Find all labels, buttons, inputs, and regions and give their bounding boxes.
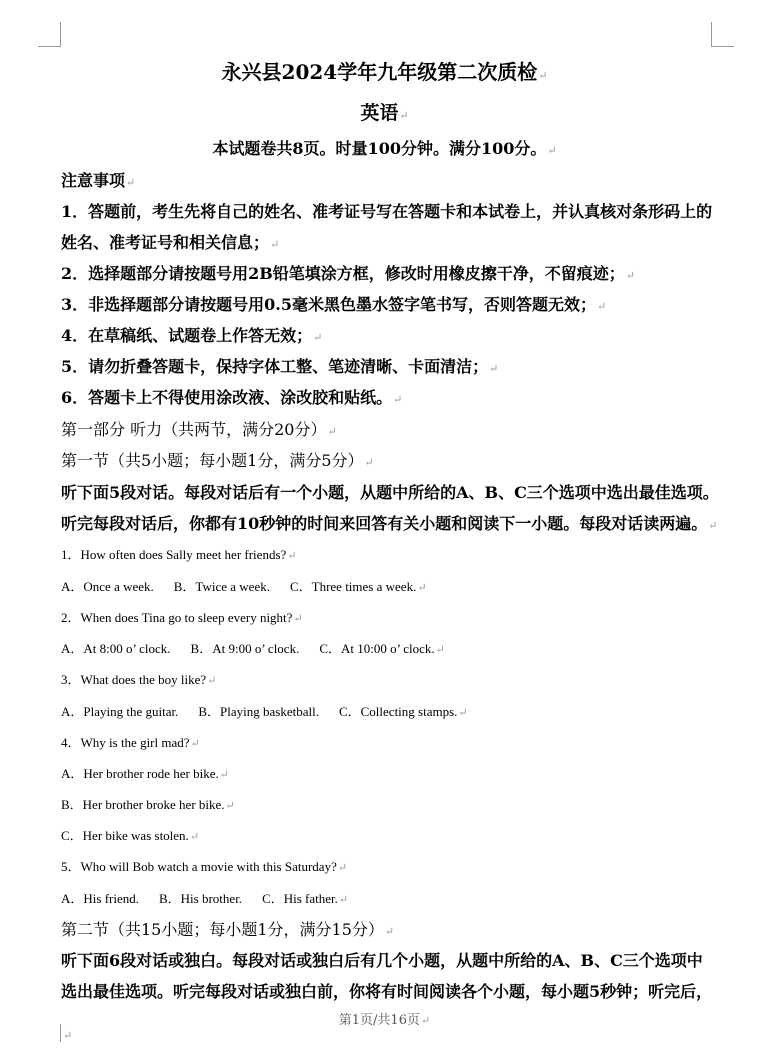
part1-heading: 第一部分 听力（共两节，满分20分）↵ bbox=[61, 420, 337, 439]
option-b: B．Playing basketball. bbox=[198, 704, 319, 719]
options-3: A．Playing the guitar. B．Playing basketball. C．Collecting stamps.↵ bbox=[61, 704, 468, 719]
option-a: A．His friend. bbox=[61, 891, 139, 906]
option-a: A．Playing the guitar. bbox=[61, 704, 179, 719]
option-b: B．At 9:00 o’ clock. bbox=[190, 641, 300, 656]
section1-instruction: 听下面5段对话。每段对话后有一个小题，从题中所给的A、B、C三个选项中选出最佳选项。 bbox=[61, 483, 719, 502]
notice-item: 4．在草稿纸、试题卷上作答无效；↵ bbox=[61, 326, 323, 345]
option-b: B．His brother. bbox=[159, 891, 243, 906]
exam-info: 本试题卷共8页。时量100分钟。满分100分。↵ bbox=[212, 139, 557, 158]
notice-item: 1．答题前，考生先将自己的姓名、准考证号写在答题卡和本试卷上，并认真核对条形码上的 bbox=[61, 202, 713, 221]
crop-mark-top-left bbox=[38, 22, 61, 47]
option-c: C．His father. bbox=[262, 891, 338, 906]
subject-title: 英语↵ bbox=[360, 102, 409, 124]
option-b: B．Her brother broke her bike.↵ bbox=[61, 797, 235, 812]
question-5: 5．Who will Bob watch a movie with this Saturday?↵ bbox=[61, 859, 348, 874]
option-a: A．Once a week. bbox=[61, 579, 154, 594]
section2-instruction: 选出最佳选项。听完每段对话或独白前，你将有时间阅读各个小题，每小题5秒钟；听完后， bbox=[61, 982, 713, 1001]
paragraph-mark: ↵ bbox=[63, 1029, 73, 1042]
notice-heading: 注意事项↵ bbox=[61, 171, 136, 190]
options-1: A．Once a week. B．Twice a week. C．Three times a week.↵ bbox=[61, 579, 427, 594]
exam-title: 永兴县2024学年九年级第二次质检↵ bbox=[221, 60, 548, 84]
notice-item: 5．请勿折叠答题卡，保持字体工整、笔迹清晰、卡面清洁；↵ bbox=[61, 357, 499, 376]
option-c: C．At 10:00 o’ clock. bbox=[319, 641, 435, 656]
options-5: A．His friend. B．His brother. C．His father.↵ bbox=[61, 891, 349, 906]
option-c: C．Three times a week. bbox=[289, 579, 417, 594]
section2-instruction: 听下面6段对话或独白。每段对话或独白后有几个小题，从题中所给的A、B、C三个选项中 bbox=[61, 951, 703, 970]
option-a: A．Her brother rode her bike.↵ bbox=[61, 766, 229, 781]
notice-item: 姓名、准考证号和相关信息；↵ bbox=[61, 233, 280, 252]
notice-item: 6．答题卡上不得使用涂改液、涂改胶和贴纸。↵ bbox=[61, 388, 403, 407]
section1-heading: 第一节（共5小题；每小题1分，满分5分）↵ bbox=[61, 451, 374, 470]
options-2: A．At 8:00 o’ clock. B．At 9:00 o’ clock. C．At 10:00 o’ clock.↵ bbox=[61, 641, 445, 656]
question-4: 4．Why is the girl mad?↵ bbox=[61, 735, 200, 750]
option-b: B．Twice a week. bbox=[173, 579, 270, 594]
page-number: 第1页/共16页↵ bbox=[338, 1013, 431, 1028]
notice-item: 3．非选择题部分请按题号用0.5毫米黑色墨水签字笔书写，否则答题无效；↵ bbox=[61, 295, 607, 314]
crop-mark-top-right bbox=[711, 22, 734, 47]
option-c: C．Collecting stamps. bbox=[338, 704, 458, 719]
option-a: A．At 8:00 o’ clock. bbox=[61, 641, 171, 656]
option-c: C．Her bike was stolen.↵ bbox=[61, 828, 200, 843]
question-2: 2．When does Tina go to sleep every night?↵ bbox=[61, 610, 303, 625]
section2-heading: 第二节（共15小题；每小题1分，满分15分）↵ bbox=[61, 920, 395, 939]
section1-instruction: 听完每段对话后，你都有10秒钟的时间来回答有关小题和阅读下一小题。每段对话读两遍。↵ bbox=[61, 514, 718, 533]
notice-item: 2．选择题部分请按题号用2B铅笔填涂方框，修改时用橡皮擦干净，不留痕迹；↵ bbox=[61, 264, 636, 283]
question-1: 1．How often does Sally meet her friends?↵ bbox=[61, 547, 297, 562]
question-3: 3．What does the boy like?↵ bbox=[61, 672, 217, 687]
